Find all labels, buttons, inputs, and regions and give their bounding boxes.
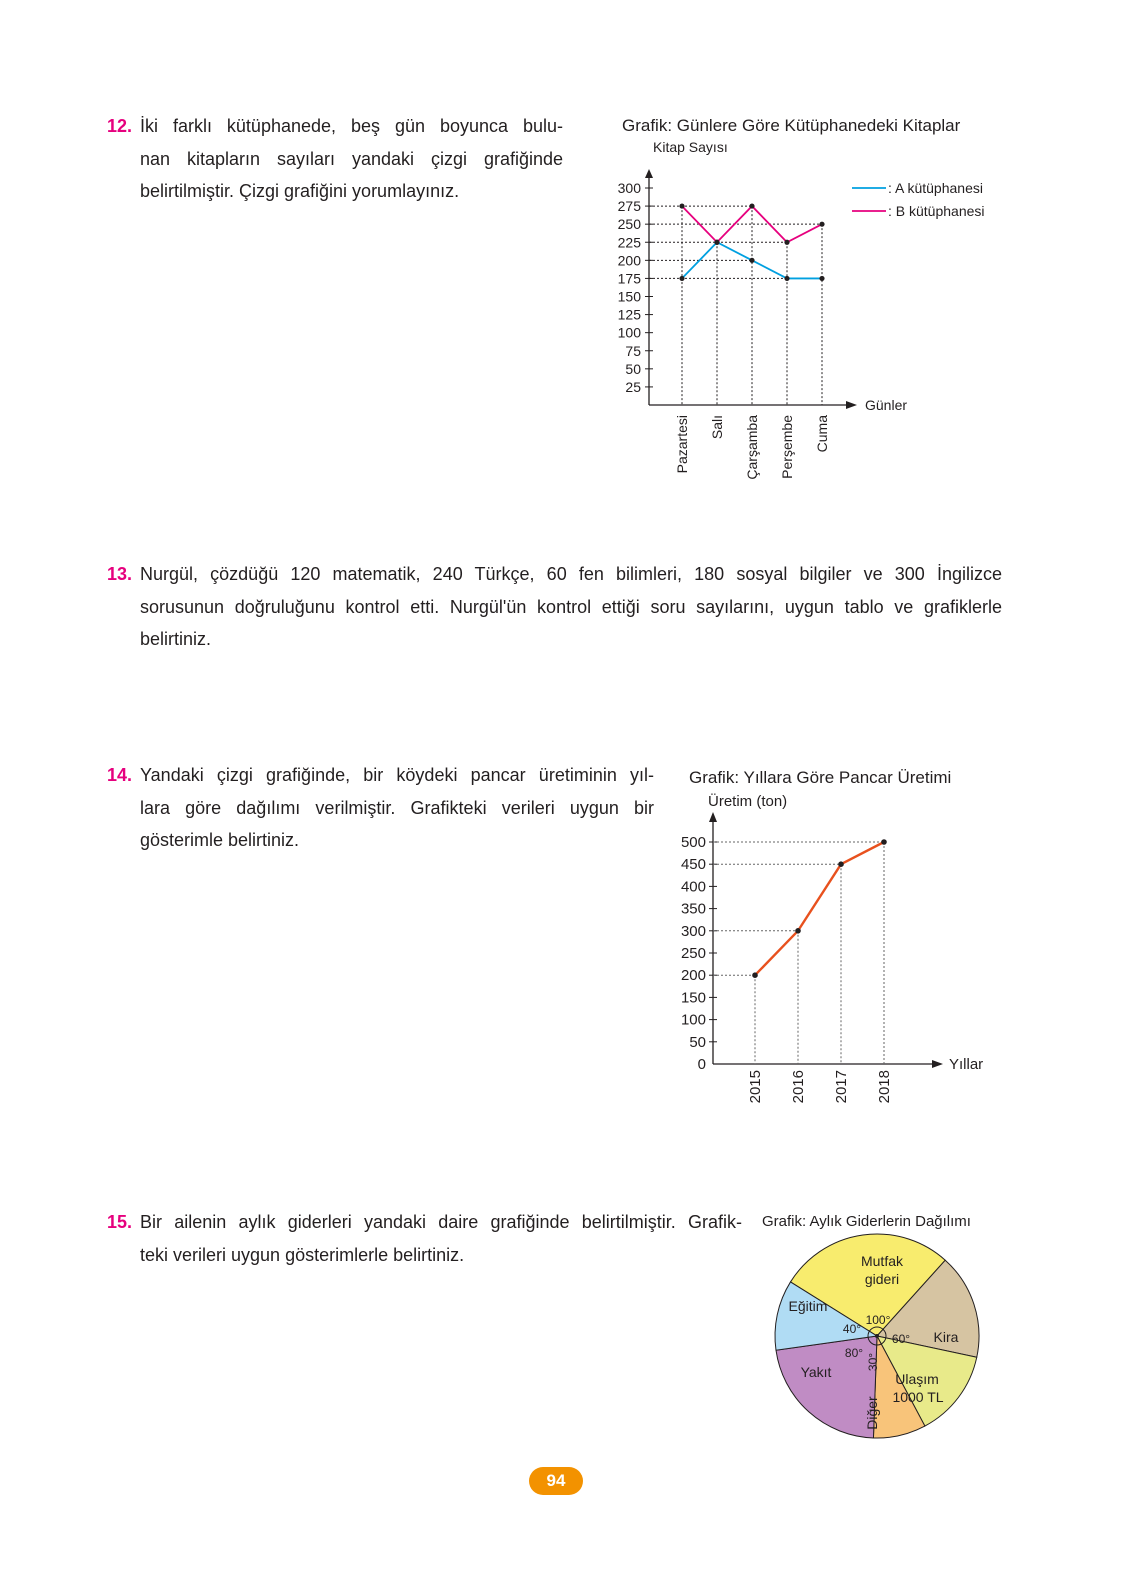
question-13 — [107, 558, 1002, 656]
data-point — [752, 972, 758, 978]
question-14 — [107, 759, 654, 857]
y-tick-label: 450 — [680, 856, 706, 874]
question-text-line: gösterimle belirtiniz. — [140, 830, 300, 850]
question-text-line: Bir ailenin aylık giderleri yandaki daire grafiğinde belirtilmiştir. Grafik- — [140, 1212, 742, 1232]
angle-label: 30° — [866, 1352, 880, 1372]
y-tick-label: 300 — [680, 922, 706, 940]
y-tick-label: 250 — [680, 945, 706, 962]
x-tick-label: 2015 — [747, 1070, 764, 1104]
question-text-line: lara göre dağılımı verilmiştir. Grafikteki verileri uygun bir — [140, 797, 654, 818]
y-tick-label: 250 — [617, 216, 641, 233]
y-axis-arrow — [709, 812, 717, 822]
slice-label: Mutfak — [860, 1253, 904, 1269]
x-tick-label: Pazartesi — [674, 415, 690, 474]
question-text-line: sorusunun doğruluğunu kontrol etti. Nurgül'ün kontrol ettiği soru sayılarını, uygun tablo ve grafiklerle — [140, 596, 1002, 617]
question-text-line: Yandaki çizgi grafiğinde, bir köydeki pancar üretiminin yıl- — [140, 765, 654, 785]
slice-label: Ulaşım — [895, 1371, 939, 1387]
y-tick-label: 225 — [617, 234, 641, 251]
angle-label: 40° — [842, 1322, 862, 1336]
question-number: 13. — [107, 564, 133, 584]
chart-title: Grafik: Günlere Göre Kütüphanedeki Kitaplar — [622, 116, 961, 135]
question-text-line: belirtilmiştir. Çizgi grafiğini yorumlayınız. — [140, 181, 460, 201]
y-tick-label: 50 — [625, 360, 641, 377]
question-text-line: Nurgül, çözdüğü 120 matematik, 240 Türkçe, 60 fen bilimleri, 180 sosyal bilgiler ve 300 İngilizce — [140, 564, 1002, 584]
slice-label: Yakıt — [800, 1364, 832, 1380]
legend-label: : B kütüphanesi — [888, 203, 985, 219]
data-point — [838, 861, 844, 867]
question-number: 12. — [107, 116, 133, 136]
angle-label: 80° — [844, 1346, 864, 1360]
question-number: 15. — [107, 1212, 133, 1232]
data-point — [749, 203, 754, 208]
x-axis-arrow — [932, 1060, 943, 1068]
question-text-line: belirtiniz. — [140, 629, 212, 649]
y-tick-label: 200 — [617, 252, 641, 269]
x-axis-arrow — [846, 401, 857, 409]
y-tick-label: 150 — [680, 989, 706, 1007]
question-15 — [107, 1206, 742, 1271]
y-tick-label: 200 — [680, 967, 706, 985]
x-tick-label: Cuma — [814, 415, 830, 453]
slice-label: Diğer — [864, 1396, 880, 1430]
question-12 — [107, 110, 563, 208]
slice-label: Kira — [933, 1329, 959, 1345]
x-axis-label: Günler — [865, 397, 908, 413]
x-axis-label: Yıllar — [949, 1056, 984, 1073]
question-number: 14. — [107, 765, 133, 785]
y-tick-label: 350 — [680, 900, 706, 918]
y-tick-label: 25 — [625, 378, 641, 395]
page-number: 94 — [529, 1467, 583, 1495]
slice-amount: 1000 TL — [892, 1389, 944, 1405]
x-tick-label: 2017 — [833, 1070, 850, 1104]
y-tick-label: 75 — [625, 342, 641, 359]
y-tick-label: 50 — [689, 1033, 706, 1051]
slice-label: Eğitim — [788, 1298, 828, 1314]
data-point — [881, 839, 887, 845]
chart-title: Grafik: Aylık Giderlerin Dağılımı — [762, 1213, 971, 1230]
series-line — [755, 842, 884, 975]
x-tick-label: Perşembe — [779, 415, 795, 479]
y-tick-label: 0 — [697, 1056, 706, 1073]
y-tick-label: 125 — [617, 306, 641, 323]
y-tick-label: 400 — [680, 878, 706, 896]
production-line-chart — [670, 790, 990, 1110]
question-text-line: teki verileri uygun gösterimlerle belirtiniz. — [140, 1244, 465, 1265]
data-point — [784, 240, 789, 245]
y-tick-label: 150 — [617, 288, 641, 305]
data-point — [679, 203, 684, 208]
data-point — [795, 928, 801, 934]
data-point — [819, 222, 824, 227]
data-point — [749, 258, 754, 263]
library-line-chart — [590, 140, 1020, 480]
x-tick-label: Çarşamba — [744, 415, 760, 480]
center-point — [875, 1334, 879, 1338]
slice-label: gideri — [864, 1271, 900, 1287]
y-tick-label: 175 — [617, 270, 641, 287]
legend-label: : A kütüphanesi — [888, 180, 983, 196]
y-tick-label: 300 — [617, 180, 641, 196]
y-axis-label: Kitap Sayısı — [653, 139, 728, 155]
y-axis-arrow — [645, 169, 653, 178]
angle-label: 100° — [865, 1313, 891, 1327]
y-tick-label: 100 — [617, 324, 641, 341]
x-tick-label: 2016 — [790, 1070, 807, 1104]
question-text-line: İki farklı kütüphanede, beş gün boyunca bulu- — [140, 116, 563, 136]
expense-pie-chart — [774, 1236, 974, 1436]
data-point — [784, 276, 789, 281]
data-point — [679, 276, 684, 281]
y-tick-label: 100 — [680, 1011, 706, 1029]
chart-title: Grafik: Yıllara Göre Pancar Üretimi — [689, 768, 952, 787]
x-tick-label: 2018 — [876, 1070, 893, 1104]
x-tick-label: Salı — [709, 415, 725, 440]
data-point — [714, 240, 719, 245]
y-axis-label: Üretim (ton) — [708, 793, 788, 810]
angle-label: 60° — [891, 1332, 911, 1346]
y-tick-label: 275 — [617, 198, 641, 215]
data-point — [819, 276, 824, 281]
y-tick-label: 500 — [680, 834, 706, 851]
question-text-line: nan kitapların sayıları yandaki çizgi grafiğinde — [140, 148, 563, 169]
